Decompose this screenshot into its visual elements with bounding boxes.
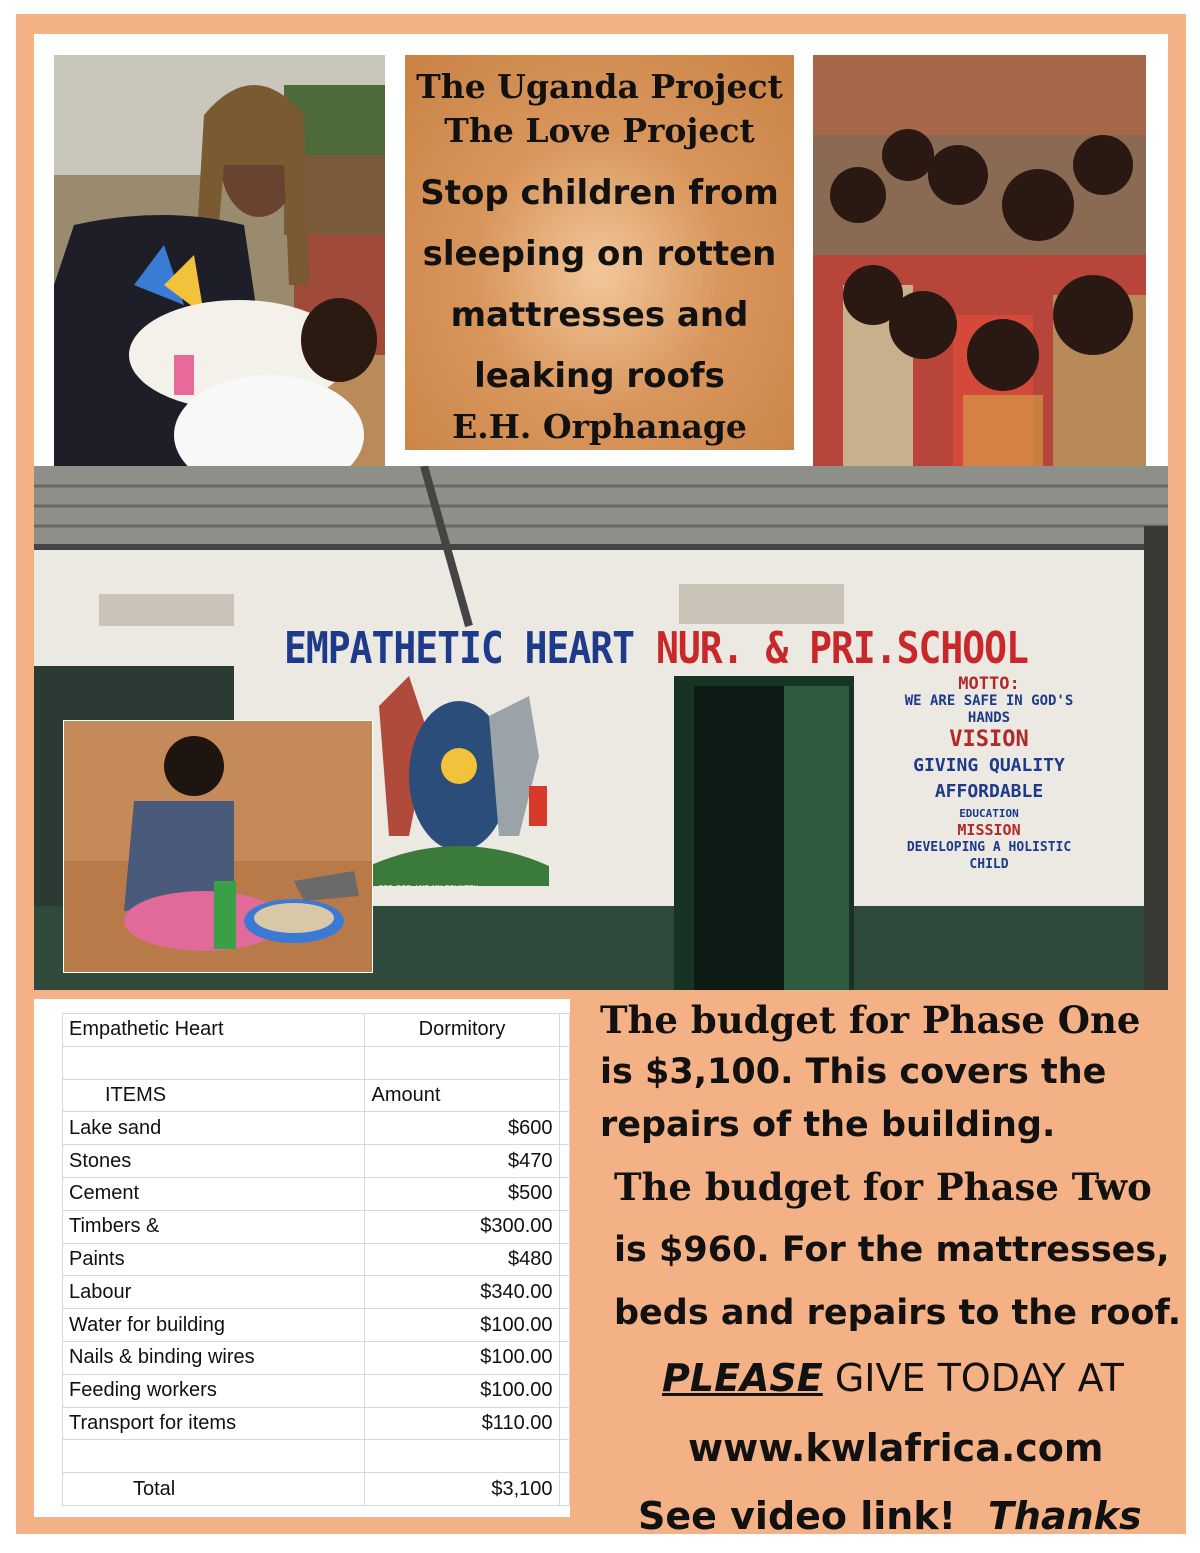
item-name: Paints: [63, 1243, 365, 1276]
table-row: [63, 1112, 570, 1145]
column-header-amount: Amount: [365, 1079, 559, 1112]
school-sign-level: NUR. & PRI.SCHOOL: [655, 622, 1028, 674]
motto-panel: [874, 676, 1104, 873]
crest-banner: FOR GOD AND MY COUNTRY: [379, 884, 479, 892]
item-amount: $470: [365, 1145, 559, 1178]
phase-one-line: repairs of the building.: [600, 1105, 1056, 1145]
table-column-header-row: [63, 1079, 570, 1112]
vision-line: EDUCATION: [959, 807, 1019, 820]
website-link[interactable]: www.kwlafrica.com: [688, 1426, 1104, 1470]
phase-one-line: is $3,100. This covers the: [600, 1052, 1107, 1092]
table-row: [63, 1374, 570, 1407]
project-subtitle: The Love Project: [444, 111, 755, 150]
budget-table-panel: [34, 999, 570, 1517]
item-amount: $100.00: [365, 1341, 559, 1374]
item-name: Timbers &: [63, 1210, 365, 1243]
total-value: $3,100: [365, 1473, 559, 1506]
table-row: [63, 1276, 570, 1309]
table-row: [63, 1407, 570, 1440]
mission-line: CHILD: [969, 857, 1009, 872]
table-row: [63, 1243, 570, 1276]
item-name: Cement: [63, 1177, 365, 1210]
table-empty-row: [63, 1440, 570, 1473]
tagline-line: Stop children from: [420, 173, 779, 213]
photo-woman-holding-baby: [54, 55, 385, 497]
tagline-line: leaking roofs: [474, 356, 725, 396]
motto-line: WE ARE SAFE IN GOD'S: [904, 693, 1074, 709]
phase-one-heading: The budget for Phase One: [600, 998, 1141, 1042]
item-amount: $110.00: [365, 1407, 559, 1440]
column-header-items: ITEMS: [63, 1079, 365, 1112]
item-amount: $100.00: [365, 1309, 559, 1342]
item-name: Transport for items: [63, 1407, 365, 1440]
table-header-row: [63, 1014, 570, 1047]
thanks-text: Thanks: [988, 1494, 1142, 1538]
item-amount: $480: [365, 1243, 559, 1276]
please-emphasis: PLEASE: [662, 1356, 823, 1400]
tagline-line: sleeping on rotten: [422, 234, 777, 274]
photo-child-eating: [63, 720, 373, 973]
item-amount: $500: [365, 1177, 559, 1210]
motto-line: HANDS: [967, 710, 1011, 726]
table-row: [63, 1341, 570, 1374]
school-sign-name: EMPATHETIC HEART: [284, 622, 635, 674]
table-empty-row: [63, 1046, 570, 1079]
motto-label: MOTTO:: [958, 674, 1020, 694]
table-subtitle: Dormitory: [365, 1014, 559, 1047]
table-row: [63, 1145, 570, 1178]
item-name: Nails & binding wires: [63, 1341, 365, 1374]
item-name: Labour: [63, 1276, 365, 1309]
item-name: Stones: [63, 1145, 365, 1178]
vision-line: GIVING QUALITY AFFORDABLE: [913, 755, 1065, 802]
budget-table: [62, 1013, 570, 1506]
project-title: The Uganda Project: [416, 67, 783, 106]
item-name: Lake sand: [63, 1112, 365, 1145]
total-label: Total: [63, 1473, 365, 1506]
item-amount: $100.00: [365, 1374, 559, 1407]
item-amount: $340.00: [365, 1276, 559, 1309]
give-today-text: GIVE TODAY AT: [822, 1356, 1124, 1400]
orphanage-name: E.H. Orphanage: [452, 407, 747, 446]
phase-two-line: beds and repairs to the roof.: [614, 1293, 1182, 1333]
table-total-row: [63, 1473, 570, 1506]
project-title-box: [405, 55, 794, 450]
table-row: [63, 1309, 570, 1342]
school-sign: [284, 623, 1028, 674]
item-name: Water for building: [63, 1309, 365, 1342]
phase-two-line: is $960. For the mattresses,: [614, 1230, 1170, 1270]
photo-group-of-children: [813, 55, 1146, 497]
tagline: [405, 163, 794, 407]
phase-two-heading: The budget for Phase Two: [614, 1165, 1152, 1209]
item-amount: $600: [365, 1112, 559, 1145]
table-title: Empathetic Heart: [63, 1014, 365, 1047]
table-row: [63, 1210, 570, 1243]
donation-call: [662, 1356, 1124, 1400]
mission-line: DEVELOPING A HOLISTIC: [906, 840, 1072, 855]
mission-label: MISSION: [957, 821, 1021, 839]
tagline-line: mattresses and: [450, 295, 749, 335]
vision-label: VISION: [949, 727, 1029, 752]
video-link-text[interactable]: See video link!: [638, 1494, 956, 1538]
table-row: [63, 1177, 570, 1210]
item-name: Feeding workers: [63, 1374, 365, 1407]
item-amount: $300.00: [365, 1210, 559, 1243]
